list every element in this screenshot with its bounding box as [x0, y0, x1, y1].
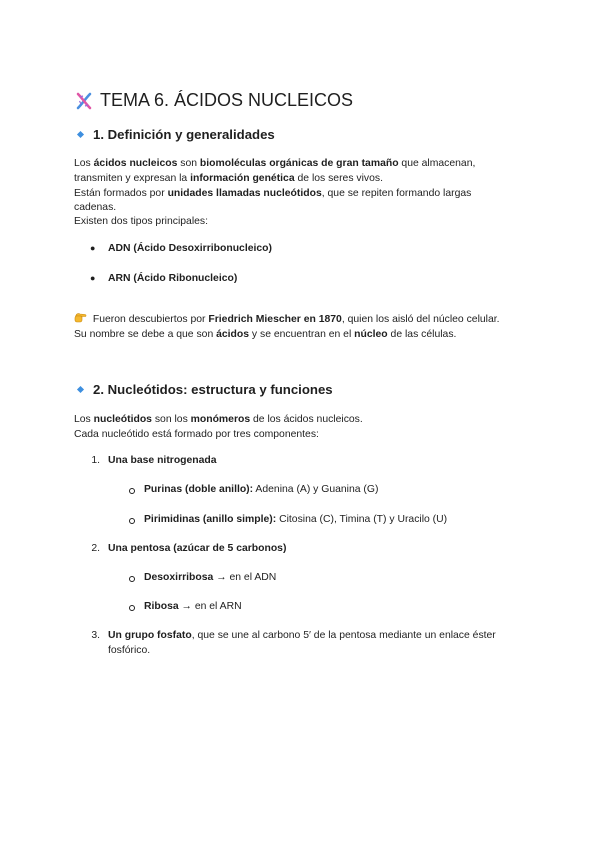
component-base: Una base nitrogenada: [108, 455, 217, 466]
circle-bullet-icon: [129, 488, 135, 494]
circle-bullet-icon: [129, 605, 135, 611]
list-number: 1.: [91, 455, 100, 466]
circle-bullet-icon: [129, 576, 135, 582]
s1-history-line-1: Fueron descubiertos por Friedrich Miescher en 1870, quien los aisló del núcleo celular.: [74, 312, 500, 327]
diamond-bullet-icon: [77, 386, 84, 393]
list-number: 3.: [91, 630, 100, 641]
sub-pirimidinas: Pirimidinas (anillo simple): Citosina (C), Timina (T) y Uracilo (U): [144, 514, 448, 525]
type-adn: ADN (Ácido Desoxirribonucleico): [108, 243, 272, 254]
component-pentosa: Una pentosa (azúcar de 5 carbonos): [108, 543, 287, 554]
s1-history-line-2: Su nombre se debe a que son ácidos y se encuentran en el núcleo de las células.: [74, 329, 457, 340]
section-2-heading: 2. Nucleótidos: estructura y funciones: [78, 382, 333, 397]
s1-intro-line-4: cadenas.: [74, 202, 117, 213]
pointing-hand-icon: [74, 312, 87, 323]
diamond-bullet-icon: [77, 131, 84, 138]
list-bullet: ●: [90, 273, 96, 283]
type-arn: ARN (Ácido Ribonucleico): [108, 273, 238, 284]
component-fosfato-cont: fosfórico.: [108, 645, 151, 656]
list-bullet: ●: [90, 243, 96, 253]
dna-icon: [74, 91, 94, 111]
circle-bullet-icon: [129, 518, 135, 524]
sub-purinas: Purinas (doble anillo): Adenina (A) y Guanina (G): [144, 484, 379, 495]
sub-ribosa: Ribosa → en el ARN: [144, 601, 242, 612]
s1-intro-line-2: transmiten y expresan la información genética de los seres vivos.: [74, 173, 383, 184]
section-1-heading: 1. Definición y generalidades: [78, 127, 275, 142]
s1-intro-line-3: Están formados por unidades llamadas nucleótidos, que se repiten formando largas: [74, 188, 472, 199]
s1-intro-line-1: Los ácidos nucleicos son biomoléculas orgánicas de gran tamaño que almacenan,: [74, 158, 476, 169]
component-fosfato: Un grupo fosfato, que se une al carbono 5′ de la pentosa mediante un enlace éster: [108, 630, 496, 641]
list-number: 2.: [91, 543, 100, 554]
s2-intro-line-2: Cada nucleótido está formado por tres componentes:: [74, 429, 319, 440]
s1-intro-line-5: Existen dos tipos principales:: [74, 216, 208, 227]
page-title-text: TEMA 6. ÁCIDOS NUCLEICOS: [100, 90, 354, 110]
s2-intro-line-1: Los nucleótidos son los monómeros de los ácidos nucleicos.: [74, 414, 363, 425]
sub-desoxirribosa: Desoxirribosa → en el ADN: [144, 572, 277, 583]
page-title: [74, 90, 353, 111]
